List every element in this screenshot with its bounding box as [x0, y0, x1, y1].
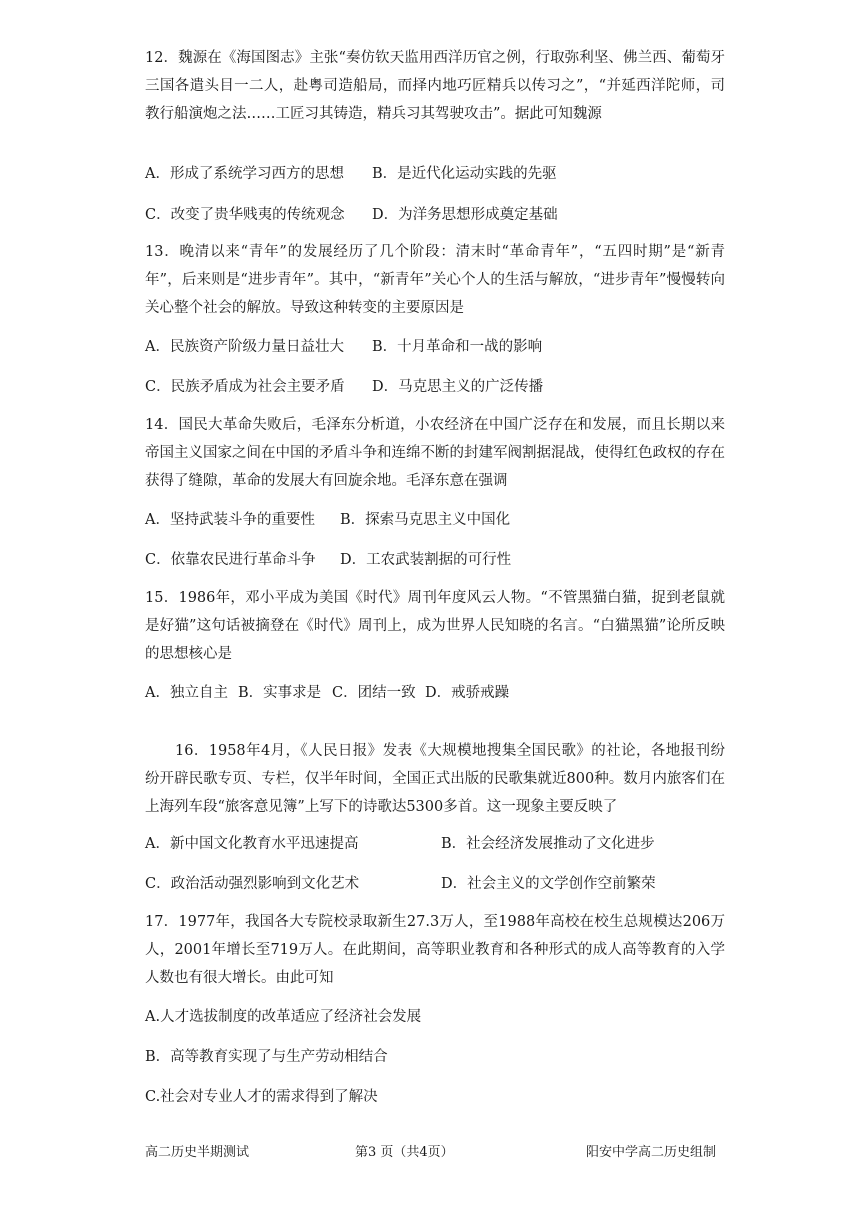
question-12-option-a: A．形成了系统学习西方的思想 [145, 166, 344, 182]
question-12-option-b: B．是近代化运动实践的先驱 [372, 166, 557, 182]
question-16-stem: 16．1958年4月，《人民日报》发表《大规模地搜集全国民歌》的社论，各地报刊纷纷开辟民歌专页、专栏，仅半年时间，全国正式出版的民歌集就近800种。数月内旅客们在上海列车段“旅客意见簿”上写下的诗歌达5300多首。这一现象主要反映了 [145, 743, 725, 815]
question-13-stem: 13．晚清以来“青年”的发展经历了几个阶段：清末时“革命青年”，“五四时期”是“新青年”，后来则是“进步青年”。其中，“新青年”关心个人的生活与解放，“进步青年”慢慢转向关心整个社会的解放。导致这种转变的主要原因是 [145, 244, 725, 316]
question-14-option-b: B．探索马克思主义中国化 [340, 512, 511, 528]
question-14-option-a: A．坚持武装斗争的重要性 [145, 512, 315, 528]
question-13-option-a: A．民族资产阶级力量日益壮大 [145, 339, 344, 355]
question-16-option-a: A．新中国文化教育水平迅速提高 [145, 836, 359, 852]
question-16-option-b: B．社会经济发展推动了文化进步 [441, 836, 655, 852]
question-14-option-c: C．依靠农民进行革命斗争 [145, 552, 316, 568]
footer-page-number: 第3 页（共4页） [355, 1145, 454, 1160]
question-15-option-d: D．戒骄戒躁 [425, 685, 510, 701]
question-17-option-a: A.人才选拔制度的改革适应了经济社会发展 [145, 1009, 422, 1025]
question-13-option-d: D．马克思主义的广泛传播 [372, 379, 544, 395]
question-15-option-a: A．独立自主 [145, 685, 228, 701]
question-12-option-c: C．改变了贵华贱夷的传统观念 [145, 207, 345, 223]
footer-school-name: 阳安中学高二历史组制 [586, 1145, 717, 1160]
question-14-option-d: D．工农武装割据的可行性 [340, 552, 512, 568]
question-16-option-c: C．政治活动强烈影响到文化艺术 [145, 876, 360, 892]
question-13-option-b: B．十月革命和一战的影响 [372, 339, 543, 355]
question-17-option-b: B．高等教育实现了与生产劳动相结合 [145, 1049, 388, 1065]
question-13-option-c: C．民族矛盾成为社会主要矛盾 [145, 379, 345, 395]
question-15-option-b: B．实事求是 [238, 685, 322, 701]
question-15-stem: 15．1986年，邓小平成为美国《时代》周刊年度风云人物。“不管黑猫白猫，捉到老鼠就是好猫”这句话被摘登在《时代》周刊上，成为世界人民知晓的名言。“白猫黑猫”论所反映的思想核心是 [145, 590, 725, 662]
question-14-stem: 14．国民大革命失败后，毛泽东分析道，小农经济在中国广泛存在和发展，而且长期以来帝国主义国家之间在中国的矛盾斗争和连绵不断的封建军阀割据混战，使得红色政权的存在获得了缝隙，革命的发展大有回旋余地。毛泽东意在强调 [145, 417, 725, 489]
footer-exam-title: 高二历史半期测试 [145, 1145, 250, 1160]
question-15-option-c: C．团结一致 [332, 685, 416, 701]
question-17-stem: 17．1977年，我国各大专院校录取新生27.3万人，至1988年高校在校生总规模达206万人，2001年增长至719万人。在此期间，高等职业教育和各种形式的成人高等教育的入学人数也有很大增长。由此可知 [145, 914, 725, 986]
question-12-option-d: D．为洋务思想形成奠定基础 [372, 207, 558, 223]
question-16-option-d: D．社会主义的文学创作空前繁荣 [441, 876, 656, 892]
question-17-option-c: C.社会对专业人才的需求得到了解决 [145, 1089, 378, 1105]
question-12-stem: 12．魏源在《海国图志》主张“奏仿钦天监用西洋历官之例，行取弥利坚、佛兰西、葡萄牙三国各遣头目一二人，赴粤司造船局，而择内地巧匠精兵以传习之”，“并延西洋陀师，司教行船演炮之法……工匠习其铸造，精兵习其驾驶攻击”。据此可知魏源 [145, 50, 725, 122]
